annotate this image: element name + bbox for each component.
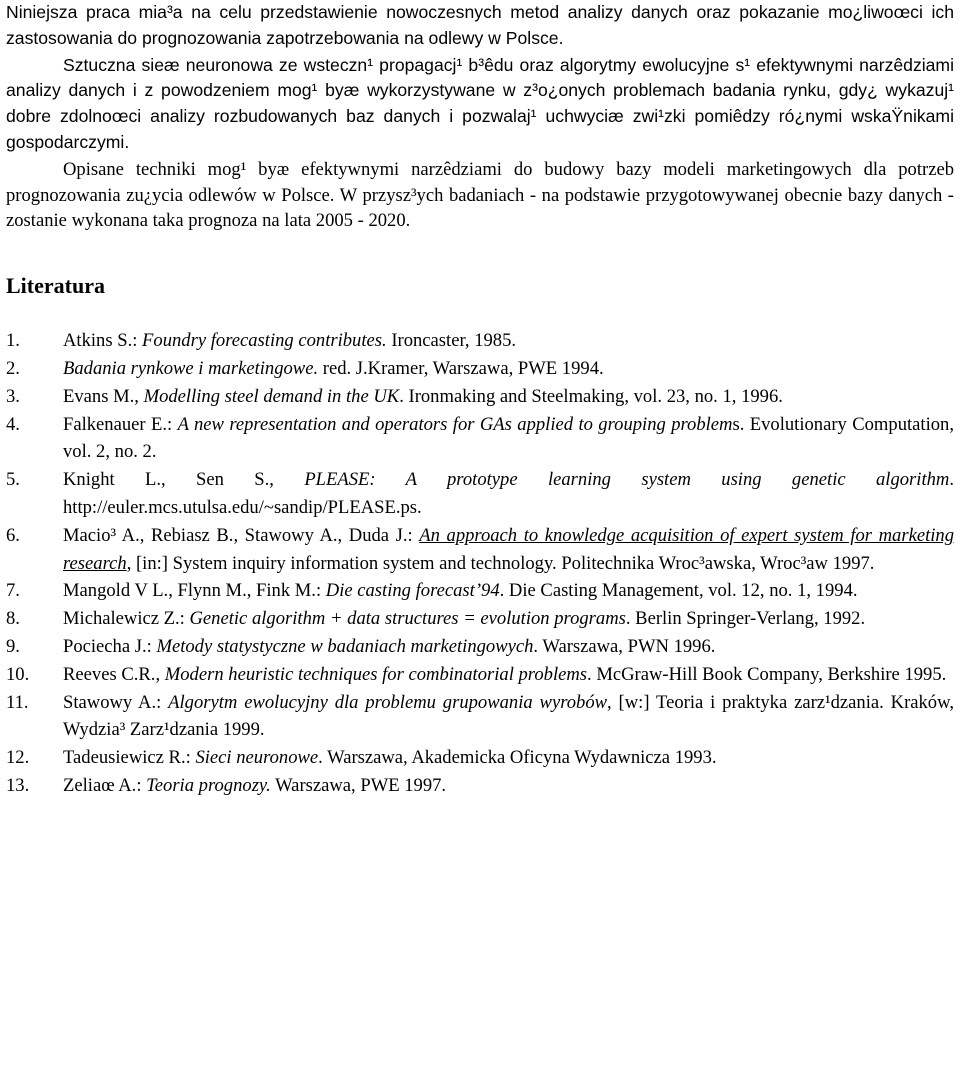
paragraph-conclusion-3: Opisane techniki mog¹ byæ efektywnymi narzêdziami do budowy bazy modeli marketingowych dla potrzeb prognozowania zu¿ycia odlewów w Polsce. W przysz³ych badaniach - na podstawie przygotowywanej obecnie bazy danych - zostanie wykonana taka prognoza na lata 2005 - 2020. xyxy=(6,158,954,232)
reference-title: Genetic algorithm + data structures = evolution programs xyxy=(189,608,626,630)
reference-item xyxy=(6,327,954,355)
reference-item xyxy=(6,689,954,745)
reference-number: 10. xyxy=(6,663,30,685)
reference-title: Metody statystyczne w badaniach marketingowych xyxy=(156,635,534,657)
reference-item xyxy=(6,633,954,661)
reference-text: Atkins S.: xyxy=(63,330,143,352)
reference-number: 2. xyxy=(6,357,20,379)
reference-title: Modelling steel demand in the UK xyxy=(143,385,400,407)
reference-text: . McGraw-Hill Book Company, Berkshire 1995. xyxy=(587,663,947,685)
reference-text: , [in:] System inquiry information system and technology. Politechnika Wroc³awska, Wroc³aw 1997. xyxy=(126,552,875,574)
reference-item xyxy=(6,411,954,467)
reference-item xyxy=(6,772,954,800)
reference-text: Knight L., Sen S., xyxy=(63,469,305,491)
reference-text: . Warszawa, Akademicka Oficyna Wydawnicza 1993. xyxy=(318,747,717,769)
reference-text: , [w:] Teoria i praktyka zarz¹dzania. Kraków, Wydzia³ Zarz¹dzania 1999. xyxy=(63,691,954,741)
reference-item xyxy=(6,466,954,522)
reference-title: A new representation and operators for GAs applied to grouping problem xyxy=(177,413,733,435)
reference-title: An approach to knowledge acquisition of expert system for marketing research xyxy=(63,524,955,574)
paragraph-conclusion-2: Sztuczna sieæ neuronowa ze wsteczn¹ propagacj¹ b³êdu oraz algorytmy ewolucyjne s¹ efektywnymi narzêdziami analizy danych i z powodzeniem mog¹ byæ wykorzystywane w z³o¿onych problemach badania rynku, gdy¿ wykazuj¹ dobre zdolnoœci analizy rozbudowanych baz danych i pozwalaj¹ uchwyciæ zwi¹zki pomiêdzy ró¿nymi wskaŸnikami gospodarczymi. xyxy=(6,54,954,152)
reference-number: 4. xyxy=(6,413,20,435)
reference-item xyxy=(6,577,954,605)
reference-title: Badania rynkowe i marketingowe. xyxy=(63,357,319,379)
reference-text: Warszawa, PWE 1997. xyxy=(270,774,447,796)
reference-text: Pociecha J.: xyxy=(63,635,157,657)
reference-number: 11. xyxy=(6,691,29,713)
document-page xyxy=(6,0,954,800)
reference-item xyxy=(6,744,954,772)
reference-number: 6. xyxy=(6,524,20,546)
reference-text: Falkenauer E.: xyxy=(63,413,178,435)
reference-number: 7. xyxy=(6,580,20,602)
reference-number: 1. xyxy=(6,330,20,352)
reference-number: 12. xyxy=(6,747,30,769)
reference-text: Tadeusiewicz R.: xyxy=(63,747,196,769)
references-list xyxy=(6,327,954,800)
reference-text: Stawowy A.: xyxy=(63,691,169,713)
reference-text: . Berlin Springer-Verlang, 1992. xyxy=(625,608,866,630)
reference-number: 8. xyxy=(6,608,20,630)
reference-text: Ironcaster, 1985. xyxy=(386,330,517,352)
reference-title: Modern heuristic techniques for combinatorial problems xyxy=(164,663,588,685)
reference-text: Evans M., xyxy=(63,385,144,407)
reference-text: . Ironmaking and Steelmaking, vol. 23, no. 1, 1996. xyxy=(399,385,783,407)
reference-item xyxy=(6,661,954,689)
reference-text: . http://euler.mcs.utulsa.edu/~sandip/PLEASE.ps. xyxy=(63,469,954,518)
reference-item xyxy=(6,355,954,383)
reference-text: Mangold V L., Flynn M., Fink M.: xyxy=(63,580,326,602)
reference-number: 3. xyxy=(6,385,20,407)
reference-text: Macio³ A., Rebiasz B., Stawowy A., Duda J.: xyxy=(63,524,420,546)
reference-number: 5. xyxy=(6,469,20,491)
references-heading: Literatura xyxy=(6,273,105,299)
reference-item xyxy=(6,605,954,633)
reference-title: Teoria prognozy. xyxy=(146,774,271,796)
reference-text: s. Evolutionary Computation, vol. 2, no. 2. xyxy=(63,413,954,463)
reference-title: Foundry forecasting contributes. xyxy=(142,330,387,352)
reference-title: Die casting forecast’94 xyxy=(325,580,500,602)
reference-text: Zeliaœ A.: xyxy=(63,774,147,796)
reference-item xyxy=(6,522,954,578)
reference-text: . Die Casting Management, vol. 12, no. 1, 1994. xyxy=(499,580,858,602)
paragraph-conclusion-1: Niniejsza praca mia³a na celu przedstawienie nowoczesnych metod analizy danych oraz pokazanie mo¿liwoœci ich zastosowania do prognozowania zapotrzebowania na odlewy w Polsce. xyxy=(6,2,954,48)
reference-number: 9. xyxy=(6,635,20,657)
reference-text: Reeves C.R., xyxy=(63,663,165,685)
reference-item xyxy=(6,383,954,411)
reference-text: . Warszawa, PWN 1996. xyxy=(533,635,716,657)
reference-title: Sieci neuronowe xyxy=(195,747,319,769)
reference-title: PLEASE: A prototype learning system using genetic algorithm xyxy=(304,469,950,491)
reference-title: Algorytm ewolucyjny dla problemu grupowania wyrobów xyxy=(168,691,608,713)
reference-number: 13. xyxy=(6,774,30,796)
reference-text: red. J.Kramer, Warszawa, PWE 1994. xyxy=(318,357,604,379)
reference-text: Michalewicz Z.: xyxy=(63,608,190,630)
